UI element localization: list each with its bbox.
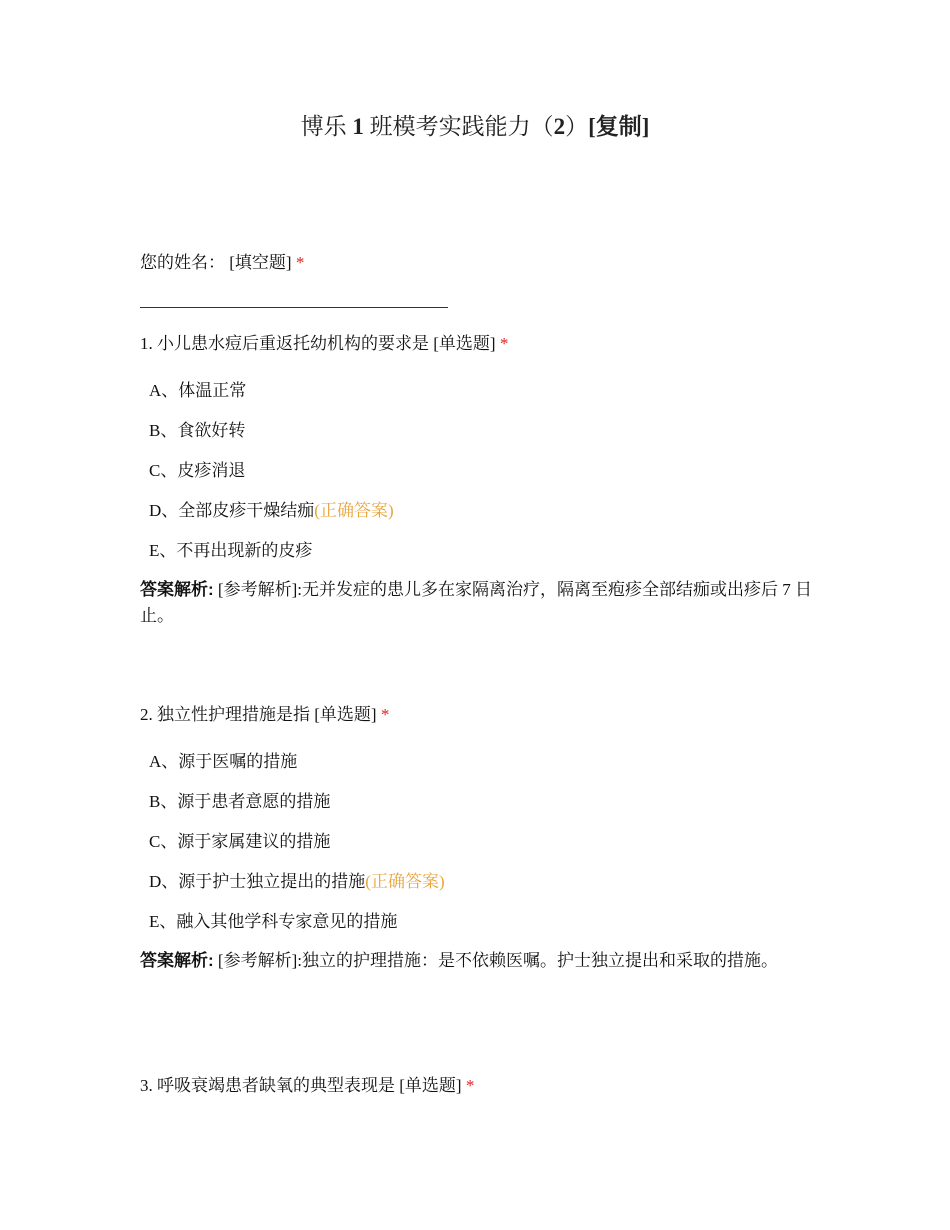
required-mark: * [295,253,305,272]
required-mark: * [380,705,390,724]
question-type: [填空题] [229,253,292,272]
question-type: [单选题] [314,705,377,724]
q2-option-a[interactable]: A、源于医嘱的措施 [149,752,298,771]
correct-answer-tag: (正确答案) [365,872,445,891]
analysis-text: [参考解析]:独立的护理措施：是不依赖医嘱。护士独立提出和采取的措施。 [217,951,778,970]
q2-option-d[interactable]: D、源于护士独立提出的措施(正确答案) [149,872,445,891]
q1-option-b[interactable]: B、食欲好转 [149,421,246,440]
name-label: 您的姓名： [140,253,225,272]
q1-analysis [140,577,820,629]
q2-option-c[interactable]: C、源于家属建议的措施 [149,832,331,851]
question-3-heading: 3. 呼吸衰竭患者缺氧的典型表现是 [单选题] * [140,1076,475,1095]
correct-answer-tag: (正确答案) [314,501,394,520]
question-1-heading: 1. 小儿患水痘后重返托幼机构的要求是 [单选题] * [140,334,509,353]
q2-analysis [140,948,820,974]
q1-option-a[interactable]: A、体温正常 [149,381,247,400]
name-input[interactable] [140,307,448,308]
question-type: [单选题] [433,334,496,353]
required-mark: * [465,1076,475,1095]
required-mark: * [499,334,509,353]
analysis-text: [参考解析]:无并发症的患儿多在家隔离治疗，隔离至疱疹全部结痂或出疹后 7 日止。 [140,580,812,625]
q1-option-d[interactable]: D、全部皮疹干燥结痂(正确答案) [149,501,394,520]
name-question [140,251,304,275]
analysis-label: 答案解析: [140,951,214,970]
q2-option-e[interactable]: E、融入其他学科专家意见的措施 [149,912,398,931]
page-title: 博乐 1 班模考实践能力（2）[复制] [300,114,650,139]
question-type: [单选题] [399,1076,462,1095]
q1-option-c[interactable]: C、皮疹消退 [149,461,246,480]
analysis-label: 答案解析: [140,580,214,599]
q2-option-b[interactable]: B、源于患者意愿的措施 [149,792,331,811]
q1-option-e[interactable]: E、不再出现新的皮疹 [149,541,313,560]
question-2-heading: 2. 独立性护理措施是指 [单选题] * [140,705,390,724]
